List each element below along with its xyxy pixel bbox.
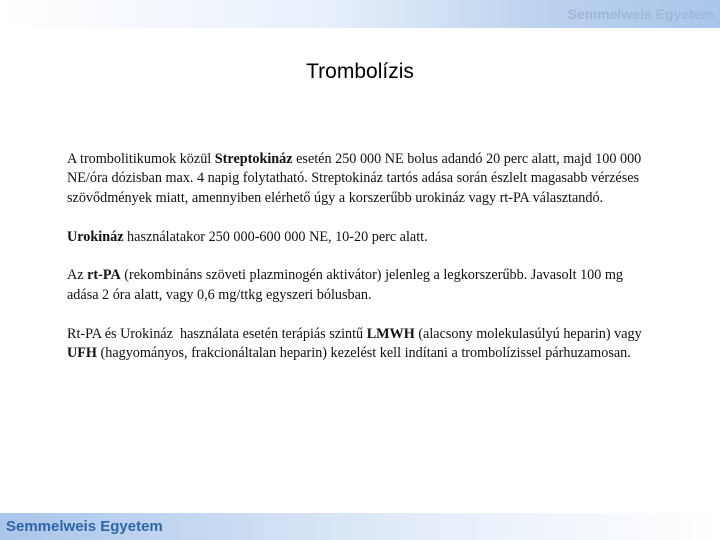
- text-run: Rt-PA és Urokináz használata esetén terápiás szintű: [67, 325, 367, 342]
- term-urokinaz: Urokináz: [67, 228, 124, 245]
- header-brand: Semmelweis Egyetem: [567, 6, 714, 22]
- paragraph-rtpa: [67, 266, 652, 305]
- paragraph-heparin: [67, 325, 652, 364]
- text-run: (hagyományos, frakcionáltalan heparin) kezelést kell indítani a trombolízissel párhuzamosan.: [96, 345, 631, 362]
- text-run: A trombolitikumok közül: [67, 151, 215, 167]
- text-run: használatakor 250 000-600 000 NE, 10-20 perc alatt.: [123, 228, 428, 245]
- term-streptokinaz: Streptokináz: [214, 151, 293, 167]
- footer-brand: Semmelweis Egyetem: [6, 518, 163, 535]
- term-ufh: UFH: [67, 345, 97, 362]
- text-run: (alacsony molekulasúlyú heparin) vagy: [414, 325, 646, 342]
- header-band: [0, 0, 720, 28]
- text-run: Az: [67, 267, 88, 284]
- text-run: (rekombináns szöveti plazminogén aktivátor) jelenleg a legkorszerűbb. Javasolt 100 mg adása 2 óra alatt, vagy 0,6 mg/ttkg egyszeri bólusban.: [67, 267, 624, 303]
- footer-band: [0, 513, 720, 540]
- paragraph-urokinase: [67, 228, 652, 247]
- paragraph-streptokinase: [67, 150, 652, 208]
- term-lmwh: LMWH: [366, 325, 415, 342]
- slide-body: [67, 150, 652, 383]
- term-rtpa: rt-PA: [87, 267, 121, 284]
- slide-title: Trombolízis: [306, 60, 414, 83]
- text-run: esetén 250 000 NE bolus adandó 20 perc alatt, majd 100 000 NE/óra dózisban max. 4 napig folytatható. Streptokináz tartós adása során észlelt magasabb vérzéses szövődmények miatt, amennyiben elérhető úgy a korszerűbb urokináz vagy rt-PA választandó.: [67, 151, 642, 206]
